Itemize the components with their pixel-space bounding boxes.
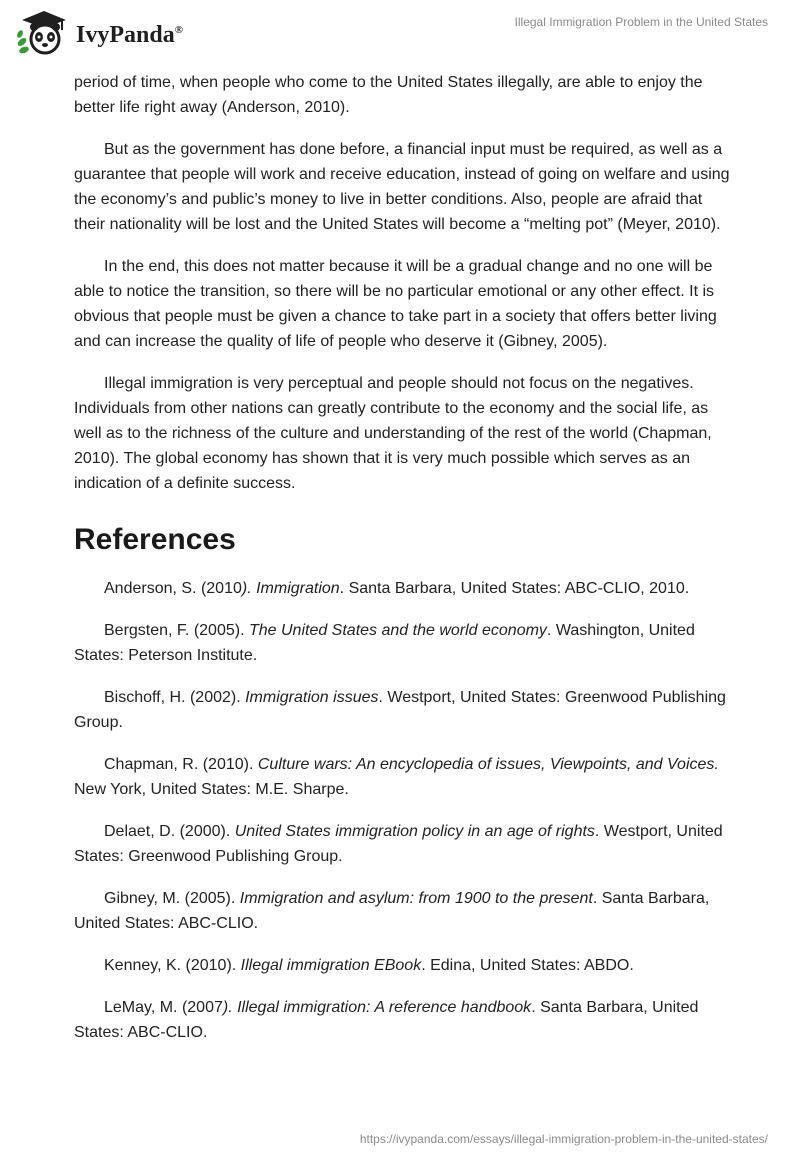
panda-graduate-icon bbox=[14, 8, 74, 58]
reference-item: LeMay, M. (2007). Illegal immigration: A reference handbook. Santa Barbara, United States: ABC-CLIO. bbox=[74, 999, 699, 1041]
reference-item: Anderson, S. (2010). Immigration. Santa Barbara, United States: ABC-CLIO, 2010. bbox=[104, 580, 690, 597]
reference-item: Bergsten, F. (2005). The United States and the world economy. Washington, United States: Peterson Institute. bbox=[74, 622, 695, 664]
reference-item: Bischoff, H. (2002). Immigration issues. Westport, United States: Greenwood Publishing Group. bbox=[74, 689, 726, 731]
references-heading: References bbox=[74, 523, 236, 556]
brand-name: IvyPanda® bbox=[76, 21, 183, 48]
body-paragraph: In the end, this does not matter because it will be a gradual change and no one will be able to notice the transition, so there will be no particular emotional or any other effect. It is obvious that people must be given a chance to take part in a society that offers better living and can increase the quality of life of people who deserve it (Gibney, 2005). bbox=[74, 258, 717, 350]
body-paragraph: period of time, when people who come to the United States illegally, are able to enjoy the better life right away (Anderson, 2010). bbox=[74, 74, 703, 116]
body-paragraph: But as the government has done before, a financial input must be required, as well as a guarantee that people will work and receive education, instead of going on welfare and using the economy’s and public’s money to live in better conditions. Also, people are afraid that their nationality will be lost and the United States will become a “melting pot” (Meyer, 2010). bbox=[74, 141, 730, 233]
document-title: Illegal Immigration Problem in the United States bbox=[514, 15, 768, 29]
reference-item: Chapman, R. (2010). Culture wars: An encyclopedia of issues, Viewpoints, and Voices. New York, United States: M.E. Sharpe. bbox=[74, 756, 719, 798]
essay-content bbox=[74, 70, 730, 1062]
page-header bbox=[0, 0, 800, 70]
reference-item: Gibney, M. (2005). Immigration and asylum: from 1900 to the present. Santa Barbara, United States: ABC-CLIO. bbox=[74, 890, 710, 932]
source-url[interactable]: https://ivypanda.com/essays/illegal-immigration-problem-in-the-united-states/ bbox=[359, 1132, 768, 1146]
body-paragraph: Illegal immigration is very perceptual and people should not focus on the negatives. Individuals from other nations can greatly contribute to the economy and the social life, as well as to the richness of the culture and understanding of the rest of the world (Chapman, 2010). The global economy has shown that it is very much possible which serves as an indication of a definite success. bbox=[74, 375, 712, 492]
ivypanda-logo[interactable] bbox=[14, 8, 183, 58]
reference-item: Delaet, D. (2000). United States immigration policy in an age of rights. Westport, United States: Greenwood Publishing Group. bbox=[74, 823, 723, 865]
reference-item: Kenney, K. (2010). Illegal immigration EBook. Edina, United States: ABDO. bbox=[104, 957, 634, 974]
